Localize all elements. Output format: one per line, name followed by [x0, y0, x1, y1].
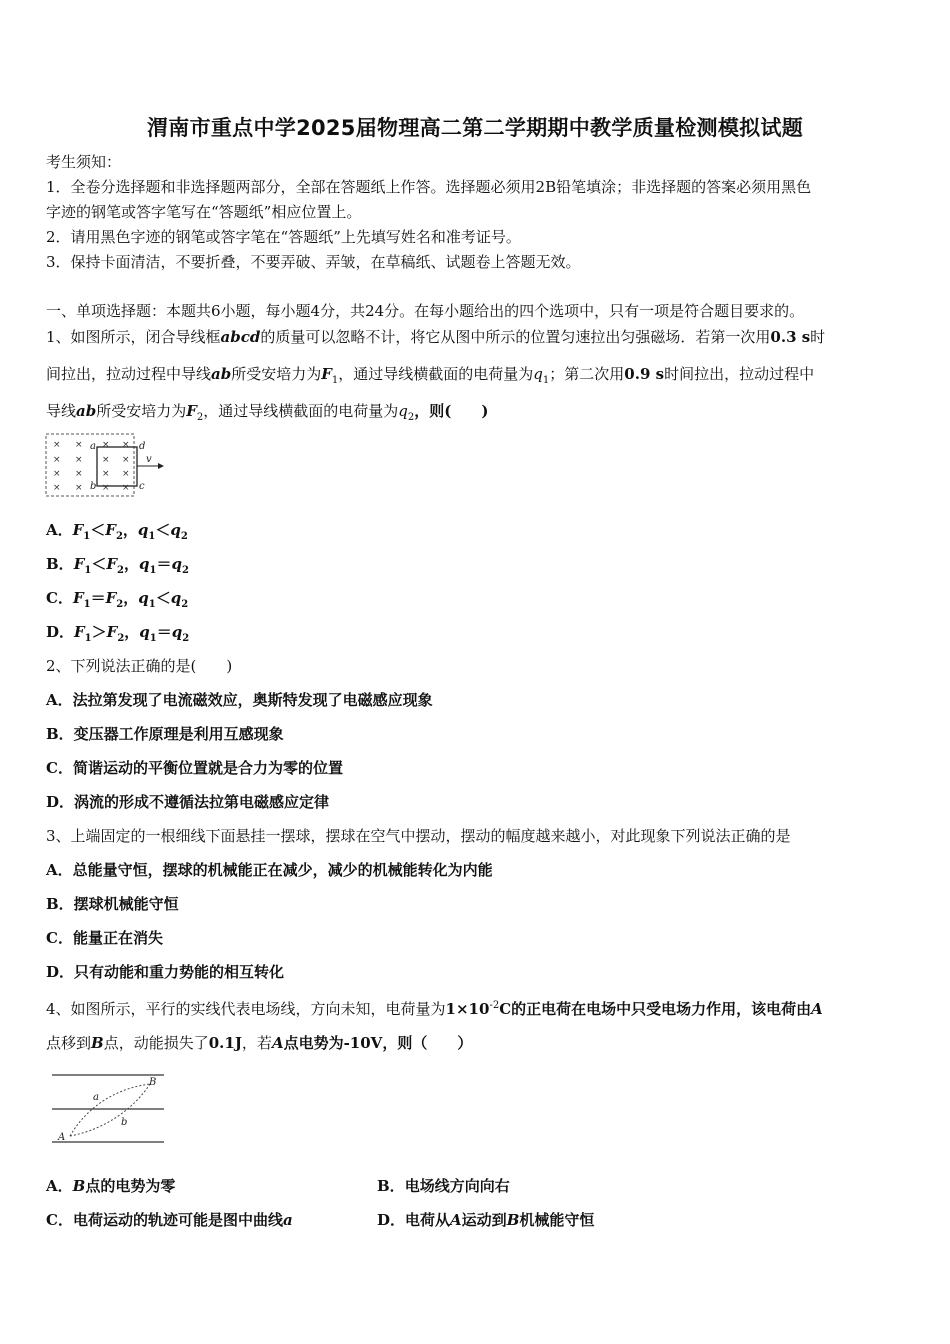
label-b: b — [121, 1117, 128, 1128]
label-a: a — [90, 441, 96, 452]
q1-option-a[interactable]: A．$F_1<F_2$，$q_1<q_2$ — [46, 521, 188, 542]
q3-option-b[interactable]: B．摆球机械能守恒 — [46, 895, 179, 913]
label-B: B — [149, 1077, 157, 1088]
svg-text:×: × — [122, 455, 130, 465]
q2-stem: 2、下列说法正确的是( ) — [46, 657, 233, 675]
q4-stem: 4、如图所示，平行的实线代表电场线，方向未知，电荷量为$1\times 10^{-2}C$的正电荷在电场中只受电场力作用，该电荷由A — [46, 1000, 823, 1018]
q3-option-c[interactable]: C．能量正在消失 — [46, 929, 163, 947]
q2-option-a[interactable]: A．法拉第发现了电流磁效应，奥斯特发现了电磁感应现象 — [46, 691, 433, 709]
q4-option-b[interactable]: B．电场线方向向右 — [377, 1177, 510, 1195]
svg-text:×: × — [102, 469, 110, 479]
label-a: a — [93, 1092, 99, 1103]
svg-text:×: × — [53, 455, 61, 465]
svg-text:×: × — [53, 469, 61, 479]
q2-option-d[interactable]: D．涡流的形成不遵循法拉第电磁感应定律 — [46, 793, 330, 811]
svg-text:×: × — [53, 440, 61, 450]
label-c: c — [139, 481, 145, 492]
svg-text:×: × — [102, 440, 110, 450]
q1-stem-line3: 导线ab所受安培力为$F_2$，通过导线横截面的电荷量为$q_2$，则( ) — [46, 402, 489, 423]
svg-text:×: × — [75, 440, 83, 450]
svg-text:×: × — [102, 455, 110, 465]
notice-item: 字迹的钢笔或答字笔写在“答题纸”相应位置上。 — [46, 203, 362, 221]
notice-item: 3．保持卡面清洁，不要折叠，不要弄破、弄皱，在草稿纸、试题卷上答题无效。 — [46, 253, 581, 271]
velocity-arrowhead — [158, 463, 164, 469]
q4-stem-line2: 点移到B点，动能损失了0.1J，若A点电势为-10V，则（ ） — [46, 1034, 473, 1052]
q3-option-a[interactable]: A．总能量守恒，摆球的机械能正在减少，减少的机械能转化为内能 — [46, 861, 493, 879]
q3-stem: 3、上端固定的一根细线下面悬挂一摆球，摆球在空气中摆动，摆动的幅度越来越小，对此现象下列说法正确的是 — [46, 827, 791, 845]
notice-heading: 考生须知： — [46, 153, 122, 171]
q1-option-b[interactable]: B．$F_1<F_2$，$q_1=q_2$ — [46, 555, 189, 576]
label-b: b — [90, 481, 97, 492]
trajectory-a — [70, 1084, 150, 1136]
svg-text:×: × — [122, 469, 130, 479]
label-d: d — [139, 441, 146, 452]
q2-option-b[interactable]: B．变压器工作原理是利用互感现象 — [46, 725, 284, 743]
q1-stem: 1、如图所示，闭合导线框abcd的质量可以忽略不计，将它从图中所示的位置匀速拉出匀强磁场．若第一次用0.3 s时 — [46, 328, 826, 346]
svg-text:×: × — [75, 483, 83, 493]
svg-text:×: × — [122, 483, 130, 493]
q1-option-c[interactable]: C．$F_1=F_2$，$q_1<q_2$ — [46, 589, 189, 610]
trajectory-b — [70, 1084, 150, 1136]
svg-text:×: × — [75, 455, 83, 465]
label-v: v — [146, 454, 152, 465]
label-A: A — [58, 1132, 66, 1143]
svg-text:×: × — [102, 483, 110, 493]
svg-text:×: × — [75, 469, 83, 479]
q4-option-a[interactable]: A．B点的电势为零 — [46, 1177, 176, 1195]
svg-text:×: × — [53, 483, 61, 493]
wire-frame-abcd — [97, 447, 137, 486]
q1-option-d[interactable]: D．$F_1>F_2$，$q_1=q_2$ — [46, 623, 190, 644]
q4-option-c[interactable]: C．电荷运动的轨迹可能是图中曲线a — [46, 1211, 293, 1229]
q1-magnetic-field-figure — [44, 432, 168, 498]
notice-item: 1．全卷分选择题和非选择题两部分，全部在答题纸上作答。选择题必须用2B铅笔填涂；非选择题的答案必须用黑色 — [46, 178, 812, 196]
svg-text:×: × — [122, 440, 130, 450]
q2-option-c[interactable]: C．简谐运动的平衡位置就是合力为零的位置 — [46, 759, 343, 777]
q4-option-d[interactable]: D．电荷从A运动到B机械能守恒 — [377, 1211, 595, 1229]
q3-option-d[interactable]: D．只有动能和重力势能的相互转化 — [46, 963, 285, 981]
section-heading: 一、单项选择题：本题共6小题，每小题4分，共24分。在每小题给出的四个选项中，只有一项是符合题目要求的。 — [46, 302, 805, 320]
q1-stem-line2: 间拉出，拉动过程中导线ab所受安培力为$F_1$，通过导线横截面的电荷量为$q_1$；第二次用0.9 s时间拉出，拉动过程中 — [46, 365, 815, 386]
page-title: 渭南市重点中学2025届物理高二第二学期期中教学质量检测模拟试题 — [146, 116, 804, 140]
q4-electric-field-figure — [48, 1070, 168, 1148]
notice-item: 2．请用黑色字迹的钢笔或答字笔在“答题纸”上先填写姓名和准考证号。 — [46, 228, 521, 246]
